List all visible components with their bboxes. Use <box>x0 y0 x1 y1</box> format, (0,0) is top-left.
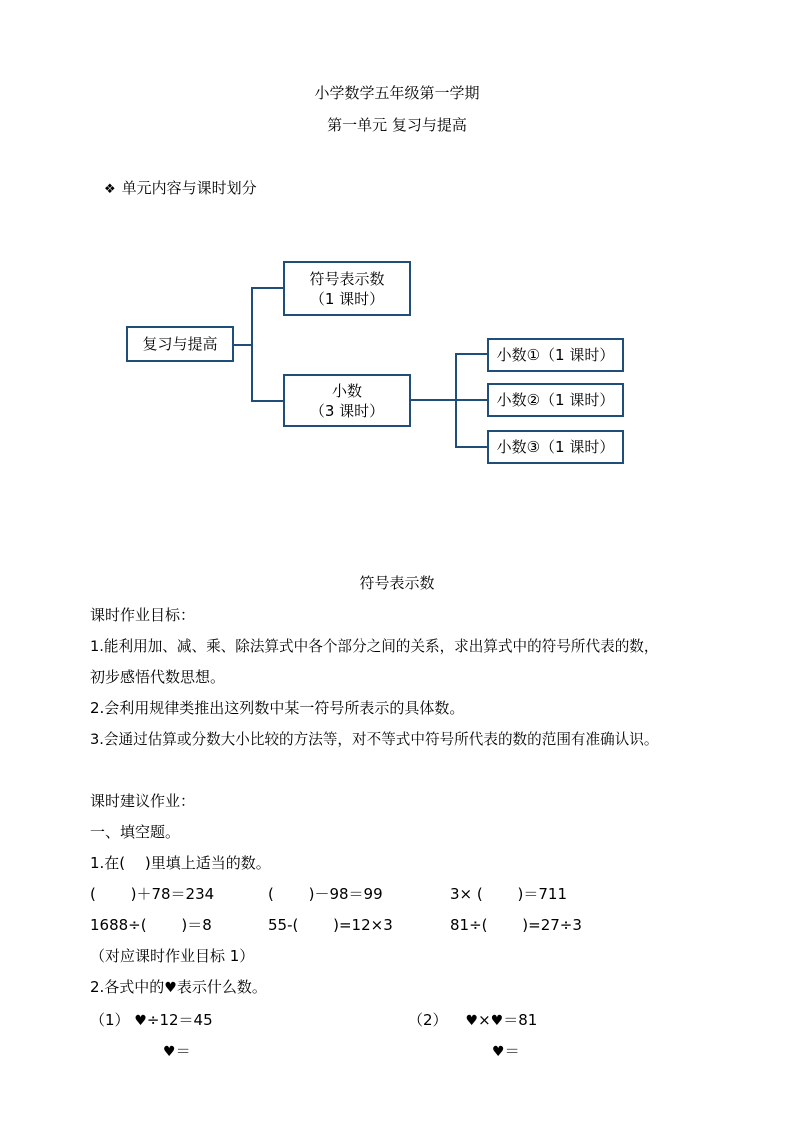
q1-row1-item3: 3× ( )＝711 <box>450 885 567 903</box>
heart-icon: ♥ <box>164 980 177 996</box>
q2-1-expr: ÷12＝45 <box>146 1011 213 1029</box>
leaf-3-label: 小数③（1 课时） <box>496 438 615 456</box>
connector-branch1 <box>251 287 284 289</box>
goal-3: 3.会通过估算或分数大小比较的方法等，对不等式中符号所代表的数的范围有准确认识。 <box>90 731 659 748</box>
goal-1-line-1: 1.能利用加、减、乘、除法算式中各个部分之间的关系，求出算式中的符号所代表的数， <box>90 638 659 655</box>
diagram-node-decimals <box>283 374 411 427</box>
q2-suffix: 表示什么数。 <box>176 978 267 996</box>
diamond-bullet-icon: ❖ <box>104 182 116 197</box>
connector-vertical-1 <box>251 287 253 402</box>
answer-equals: ＝ <box>504 1042 520 1060</box>
answer-equals: ＝ <box>175 1042 191 1060</box>
connector-leaf3 <box>455 446 488 448</box>
goal-1-line-2: 初步感悟代数思想。 <box>90 668 226 686</box>
heart-icon: ♥ <box>492 1044 505 1060</box>
goal-2: 2.会利用规律类推出这列数中某一符号所表示的具体数。 <box>90 699 465 717</box>
q2-2-label: （2） <box>408 1011 448 1029</box>
q1-note: （对应课时作业目标 1） <box>90 947 255 965</box>
question-1: 1.在( )里填上适当的数。 <box>90 854 271 872</box>
section-title: 单元内容与课时划分 <box>121 179 257 197</box>
node-decimals-hours: （3 课时） <box>309 401 385 420</box>
connector-branch2-out <box>410 399 457 401</box>
diagram-leaf-3 <box>487 430 624 464</box>
q1-row2-item3: 81÷( )=27÷3 <box>450 916 582 934</box>
node-decimals-title: 小数 <box>331 381 362 400</box>
connector-leaf2 <box>455 399 488 401</box>
q2-2-answer <box>492 1040 520 1061</box>
homework-heading: 课时建议作业： <box>90 792 196 810</box>
q2-2-op: × <box>478 1011 491 1029</box>
goals-heading: 课时作业目标： <box>90 606 196 624</box>
diagram-leaf-2 <box>487 383 624 417</box>
connector-leaf1 <box>455 353 488 355</box>
diagram-leaf-1 <box>487 338 624 372</box>
root-node-label: 复习与提高 <box>142 335 218 353</box>
question-2 <box>90 976 267 997</box>
heart-icon: ♥ <box>163 1044 176 1060</box>
q2-1-answer <box>163 1040 191 1061</box>
connector-branch2 <box>251 400 284 402</box>
q1-row2-item1: 1688÷( )＝8 <box>90 916 212 934</box>
leaf-2-label: 小数②（1 课时） <box>496 391 615 409</box>
node-symbols-title: 符号表示数 <box>309 269 385 288</box>
unit-title: 第一单元 复习与提高 <box>327 116 467 134</box>
q2-part-2 <box>408 1009 537 1030</box>
section-heading <box>104 177 257 198</box>
q2-part-1 <box>90 1009 213 1030</box>
diagram-root-node <box>126 326 234 362</box>
q2-2-rhs: ＝81 <box>503 1011 538 1029</box>
q1-row1-item2: ( )－98＝99 <box>268 885 383 903</box>
heart-icon: ♥ <box>465 1013 479 1029</box>
q1-row2-item2: 55-( )=12×3 <box>268 916 393 934</box>
heart-icon: ♥ <box>134 1013 147 1029</box>
leaf-1-label: 小数①（1 课时） <box>496 346 615 364</box>
q2-prefix: 2.各式中的 <box>90 978 165 996</box>
node-symbols-hours: （1 课时） <box>309 289 385 308</box>
lesson-title: 符号表示数 <box>359 574 435 592</box>
heart-icon: ♥ <box>490 1013 504 1029</box>
q2-1-label: （1） <box>90 1011 130 1029</box>
q1-row1-item1: ( )＋78＝234 <box>90 885 215 903</box>
document-title: 小学数学五年级第一学期 <box>314 84 480 102</box>
part-1-heading: 一、填空题。 <box>90 823 181 841</box>
connector-root <box>233 344 253 346</box>
diagram-node-symbols <box>283 261 411 316</box>
